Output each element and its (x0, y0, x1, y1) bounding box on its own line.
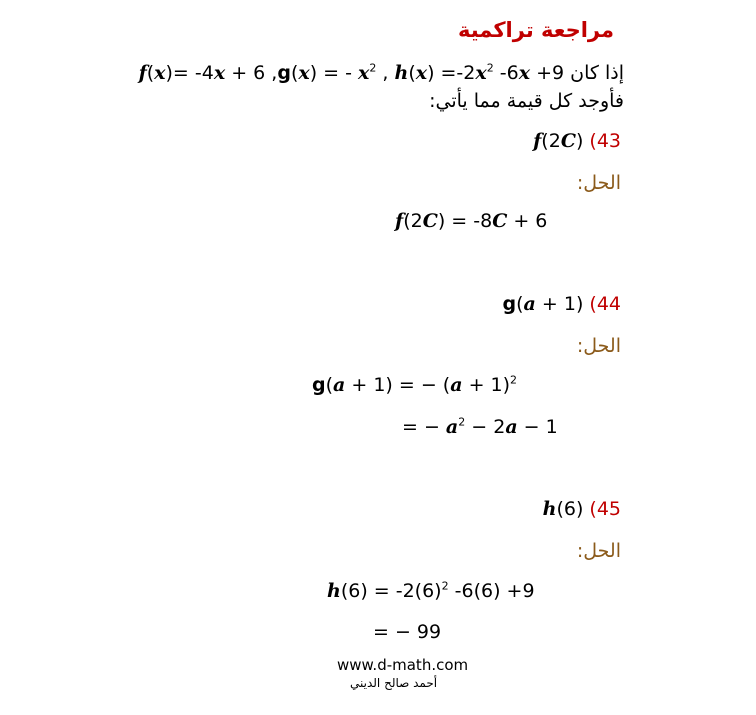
problem-45-expression: h(6) (542, 498, 584, 520)
problem-43-solution-line-1: f(2C) = -8C + 6 (395, 210, 548, 232)
problem-45-number: (45 (589, 498, 621, 520)
given-g: ,g(x) = - $x^2$ (271, 61, 377, 84)
problem-45-solution-label: الحل: (576, 540, 621, 562)
problem-44-solution-line-2: = − $a^2 - 2a - 1$ (402, 415, 558, 438)
problem-43-solution-label: الحل: (576, 172, 621, 194)
footer-author: أحمد صالح الديني (350, 676, 438, 690)
given-h: , $h(x) =-2x^2$ -6x +9 (382, 61, 565, 84)
instruction-text: فأوجد كل قيمة مما يأتي: (429, 90, 624, 112)
problem-44-header (503, 293, 621, 315)
problem-45-solution-line-1: $h(6) = -2(6)^2$ -6(6) +9 (327, 579, 535, 602)
problem-44-number: (44 (589, 293, 621, 315)
problem-44-solution-line-1: g(a + 1) = − $(a + 1)^2$ (312, 373, 518, 396)
problem-43-number: (43 (589, 130, 621, 152)
problem-45-header (543, 498, 621, 520)
problem-43-header (533, 130, 621, 152)
problem-44-solution-label: الحل: (576, 335, 621, 357)
footer-website: www.d-math.com (337, 656, 469, 674)
problem-45-solution-line-2: = − 99 (373, 621, 442, 643)
given-prefix: إذا كان (570, 62, 624, 84)
problem-44-expression: g(a + 1) (502, 293, 584, 315)
problem-43-expression: f(2C) (533, 130, 584, 152)
page-title: مراجعة تراكمية (457, 18, 614, 42)
given-f: f(x)= -4x + 6 (138, 62, 266, 84)
given-functions (139, 62, 624, 84)
